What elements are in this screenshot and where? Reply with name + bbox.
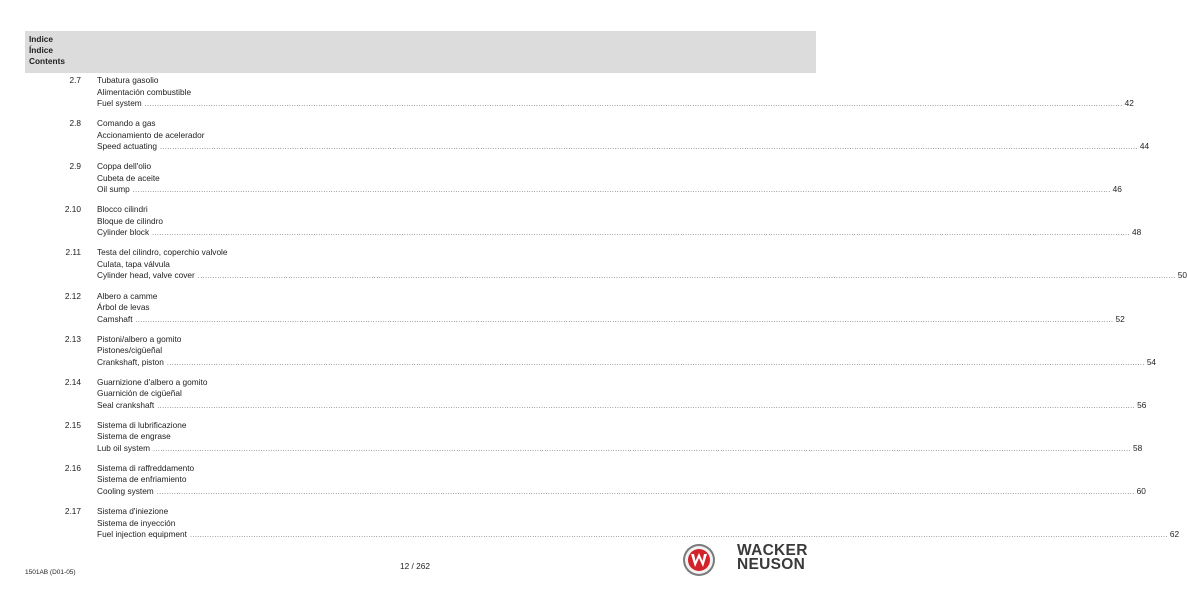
title-english: Cooling system — [97, 485, 154, 496]
title-english: Cylinder block — [97, 227, 150, 238]
title-italian: Pistoni/albero a gomito — [97, 333, 182, 344]
toc-entry[interactable] — [0, 462, 1146, 499]
logo-line-1: WACKER — [737, 542, 808, 559]
title-english-row — [97, 313, 1125, 325]
title-italian: Guarnizione d'albero a gomito — [97, 376, 208, 387]
page-reference[interactable]: 62 — [1169, 529, 1180, 539]
dot-leader: ................................................................................................................................................................................................................................................................................................................................................................................................................ — [159, 144, 1138, 152]
index-header-bar — [25, 31, 816, 73]
title-italian: Tubatura gasolio — [97, 75, 159, 85]
toc-entry[interactable] — [0, 419, 1143, 456]
title-spanish: Alimentación combustible — [97, 86, 192, 97]
title-english-row — [97, 399, 1147, 411]
title-english-row — [97, 442, 1143, 454]
page-reference[interactable]: 58 — [1132, 442, 1143, 453]
section-number: 2.9 — [69, 161, 81, 172]
page-reference[interactable]: 46 — [1112, 184, 1122, 195]
toc-entry[interactable] — [0, 333, 1157, 370]
title-english-row — [97, 98, 1134, 109]
title-italian: Sistema di raffreddamento — [97, 462, 195, 473]
title-spanish: Sistema de inyección — [97, 517, 176, 528]
title-spanish: Sistema de enfriamiento — [97, 474, 187, 485]
section-number: 2.14 — [64, 376, 81, 387]
toc-entry[interactable] — [0, 75, 1134, 111]
title-italian: Comando a gas — [97, 118, 156, 129]
wacker-neuson-logo-text — [737, 544, 817, 572]
title-english-row — [97, 141, 1150, 152]
dot-leader: ................................................................................................................................................................................................................................................................................................................................................................................................................ — [132, 187, 1111, 195]
title-english: Lub oil system — [97, 442, 151, 453]
section-number: 2.12 — [64, 290, 81, 301]
section-number: 2.17 — [64, 506, 81, 516]
page-reference[interactable]: 44 — [1139, 141, 1150, 152]
title-english-row — [97, 529, 1180, 540]
title-spanish: Culata, tapa válvula — [97, 258, 170, 269]
section-number: 2.16 — [64, 462, 81, 473]
wacker-neuson-logo-icon — [682, 543, 716, 577]
toc-entry[interactable] — [0, 161, 1122, 197]
page-reference[interactable]: 48 — [1132, 227, 1142, 238]
document-code: 1501AB (D01-05) — [25, 569, 76, 576]
title-spanish: Cubeta de aceite — [97, 172, 160, 183]
title-italian: Blocco cilindri — [97, 204, 148, 215]
page-reference[interactable]: 60 — [1136, 485, 1146, 496]
title-spanish: Guarnición de cigüeñal — [97, 388, 182, 399]
toc-entry[interactable] — [0, 290, 1125, 327]
title-english: Fuel injection equipment — [97, 529, 187, 539]
title-english-row — [97, 227, 1142, 238]
dot-leader: ................................................................................................................................................................................................................................................................................................................................................................................................................ — [156, 488, 1135, 496]
header-title-es: Índice — [29, 45, 53, 55]
dot-leader: ................................................................................................................................................................................................................................................................................................................................................................................................................ — [144, 101, 1123, 108]
title-italian: Sistema di lubrificazione — [97, 419, 187, 430]
page-reference[interactable]: 54 — [1146, 356, 1157, 367]
title-italian: Albero a camme — [97, 290, 158, 301]
title-spanish: Sistema de engrase — [97, 431, 171, 442]
page-reference[interactable]: 52 — [1115, 313, 1125, 324]
title-english-row — [97, 184, 1122, 195]
title-english: Seal crankshaft — [97, 399, 155, 410]
section-number: 2.11 — [65, 247, 81, 258]
title-english: Speed actuating — [97, 141, 157, 152]
title-english: Oil sump — [97, 184, 130, 195]
title-spanish: Pistones/cigüeñal — [97, 345, 163, 356]
section-number: 2.13 — [64, 333, 81, 344]
page-number: 12 / 262 — [400, 561, 430, 571]
title-english: Crankshaft, piston — [97, 356, 164, 367]
dot-leader: ................................................................................................................................................................................................................................................................................................................................................................................................................ — [135, 316, 1114, 324]
page-reference[interactable]: 56 — [1137, 399, 1147, 410]
section-number: 2.15 — [64, 419, 81, 430]
page-reference[interactable]: 50 — [1177, 270, 1187, 281]
logo-line-2: NEUSON — [737, 556, 806, 573]
toc-entry[interactable] — [0, 506, 1180, 542]
header-title-en: Contents — [29, 56, 65, 66]
title-english: Fuel system — [97, 98, 142, 108]
section-number: 2.7 — [69, 75, 81, 85]
page-reference[interactable]: 42 — [1124, 98, 1134, 108]
title-italian: Testa del cilindro, coperchio valvole — [97, 247, 228, 258]
toc-entry[interactable] — [0, 247, 1187, 283]
title-english-row — [97, 485, 1146, 497]
title-english: Cylinder head, valve cover — [97, 270, 195, 281]
title-spanish: Accionamiento de acelerador — [97, 129, 205, 140]
section-number: 2.10 — [64, 204, 81, 215]
toc-entry[interactable] — [0, 204, 1142, 240]
title-english-row — [97, 270, 1187, 281]
title-spanish: Árbol de levas — [97, 302, 150, 312]
dot-leader: ................................................................................................................................................................................................................................................................................................................................................................................................................ — [166, 359, 1145, 367]
header-title-it: Indice — [29, 34, 53, 44]
toc-entry[interactable] — [0, 376, 1147, 413]
section-number: 2.8 — [69, 118, 81, 129]
toc-entry[interactable] — [0, 118, 1150, 154]
dot-leader: ................................................................................................................................................................................................................................................................................................................................................................................................................ — [189, 532, 1168, 539]
dot-leader: ................................................................................................................................................................................................................................................................................................................................................................................................................ — [152, 230, 1131, 238]
dot-leader: ................................................................................................................................................................................................................................................................................................................................................................................................................ — [197, 273, 1176, 281]
dot-leader: ................................................................................................................................................................................................................................................................................................................................................................................................................ — [153, 445, 1131, 453]
dot-leader: ................................................................................................................................................................................................................................................................................................................................................................................................................ — [157, 402, 1136, 410]
title-italian: Coppa dell'olio — [97, 161, 152, 172]
title-english-row — [97, 356, 1157, 368]
title-spanish: Bloque de cilindro — [97, 215, 163, 226]
title-italian: Sistema d'iniezione — [97, 506, 169, 516]
title-english: Camshaft — [97, 313, 133, 324]
